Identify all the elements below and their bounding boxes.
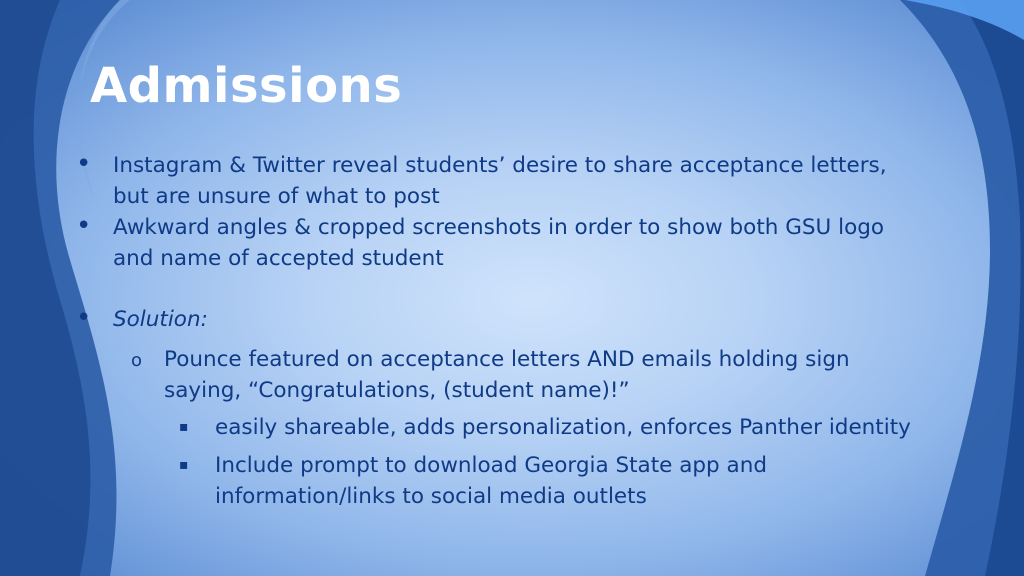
bullet-marker: •	[76, 303, 92, 333]
sub-bullet-text-line-2: saying, “Congratulations, (student name)!”	[164, 378, 630, 403]
solution-label: Solution:	[113, 307, 208, 332]
bullet-marker: •	[76, 149, 92, 179]
sub-sub-bullet-text-2-line-1: Include prompt to download Georgia State app and	[215, 453, 767, 478]
slide-title: Admissions	[90, 58, 403, 114]
sub-sub-bullet-marker: ▪	[179, 419, 189, 435]
bullet-text-1-line-1: Instagram & Twitter reveal students’ desire to share acceptance letters,	[113, 153, 887, 178]
sub-sub-bullet-text-2-line-2: information/links to social media outlets	[215, 484, 647, 509]
sub-bullet-marker: o	[131, 350, 143, 371]
bullet-text-1-line-2: but are unsure of what to post	[113, 184, 440, 209]
bullet-text-2-line-2: and name of accepted student	[113, 246, 444, 271]
sub-sub-bullet-text-1: easily shareable, adds personalization, enforces Panther identity	[215, 415, 911, 440]
sub-bullet-text-line-1: Pounce featured on acceptance letters AND emails holding sign	[164, 347, 850, 372]
sub-sub-bullet-marker: ▪	[179, 457, 189, 473]
bullet-marker: •	[76, 211, 92, 241]
bullet-text-2-line-1: Awkward angles & cropped screenshots in order to show both GSU logo	[113, 215, 885, 240]
